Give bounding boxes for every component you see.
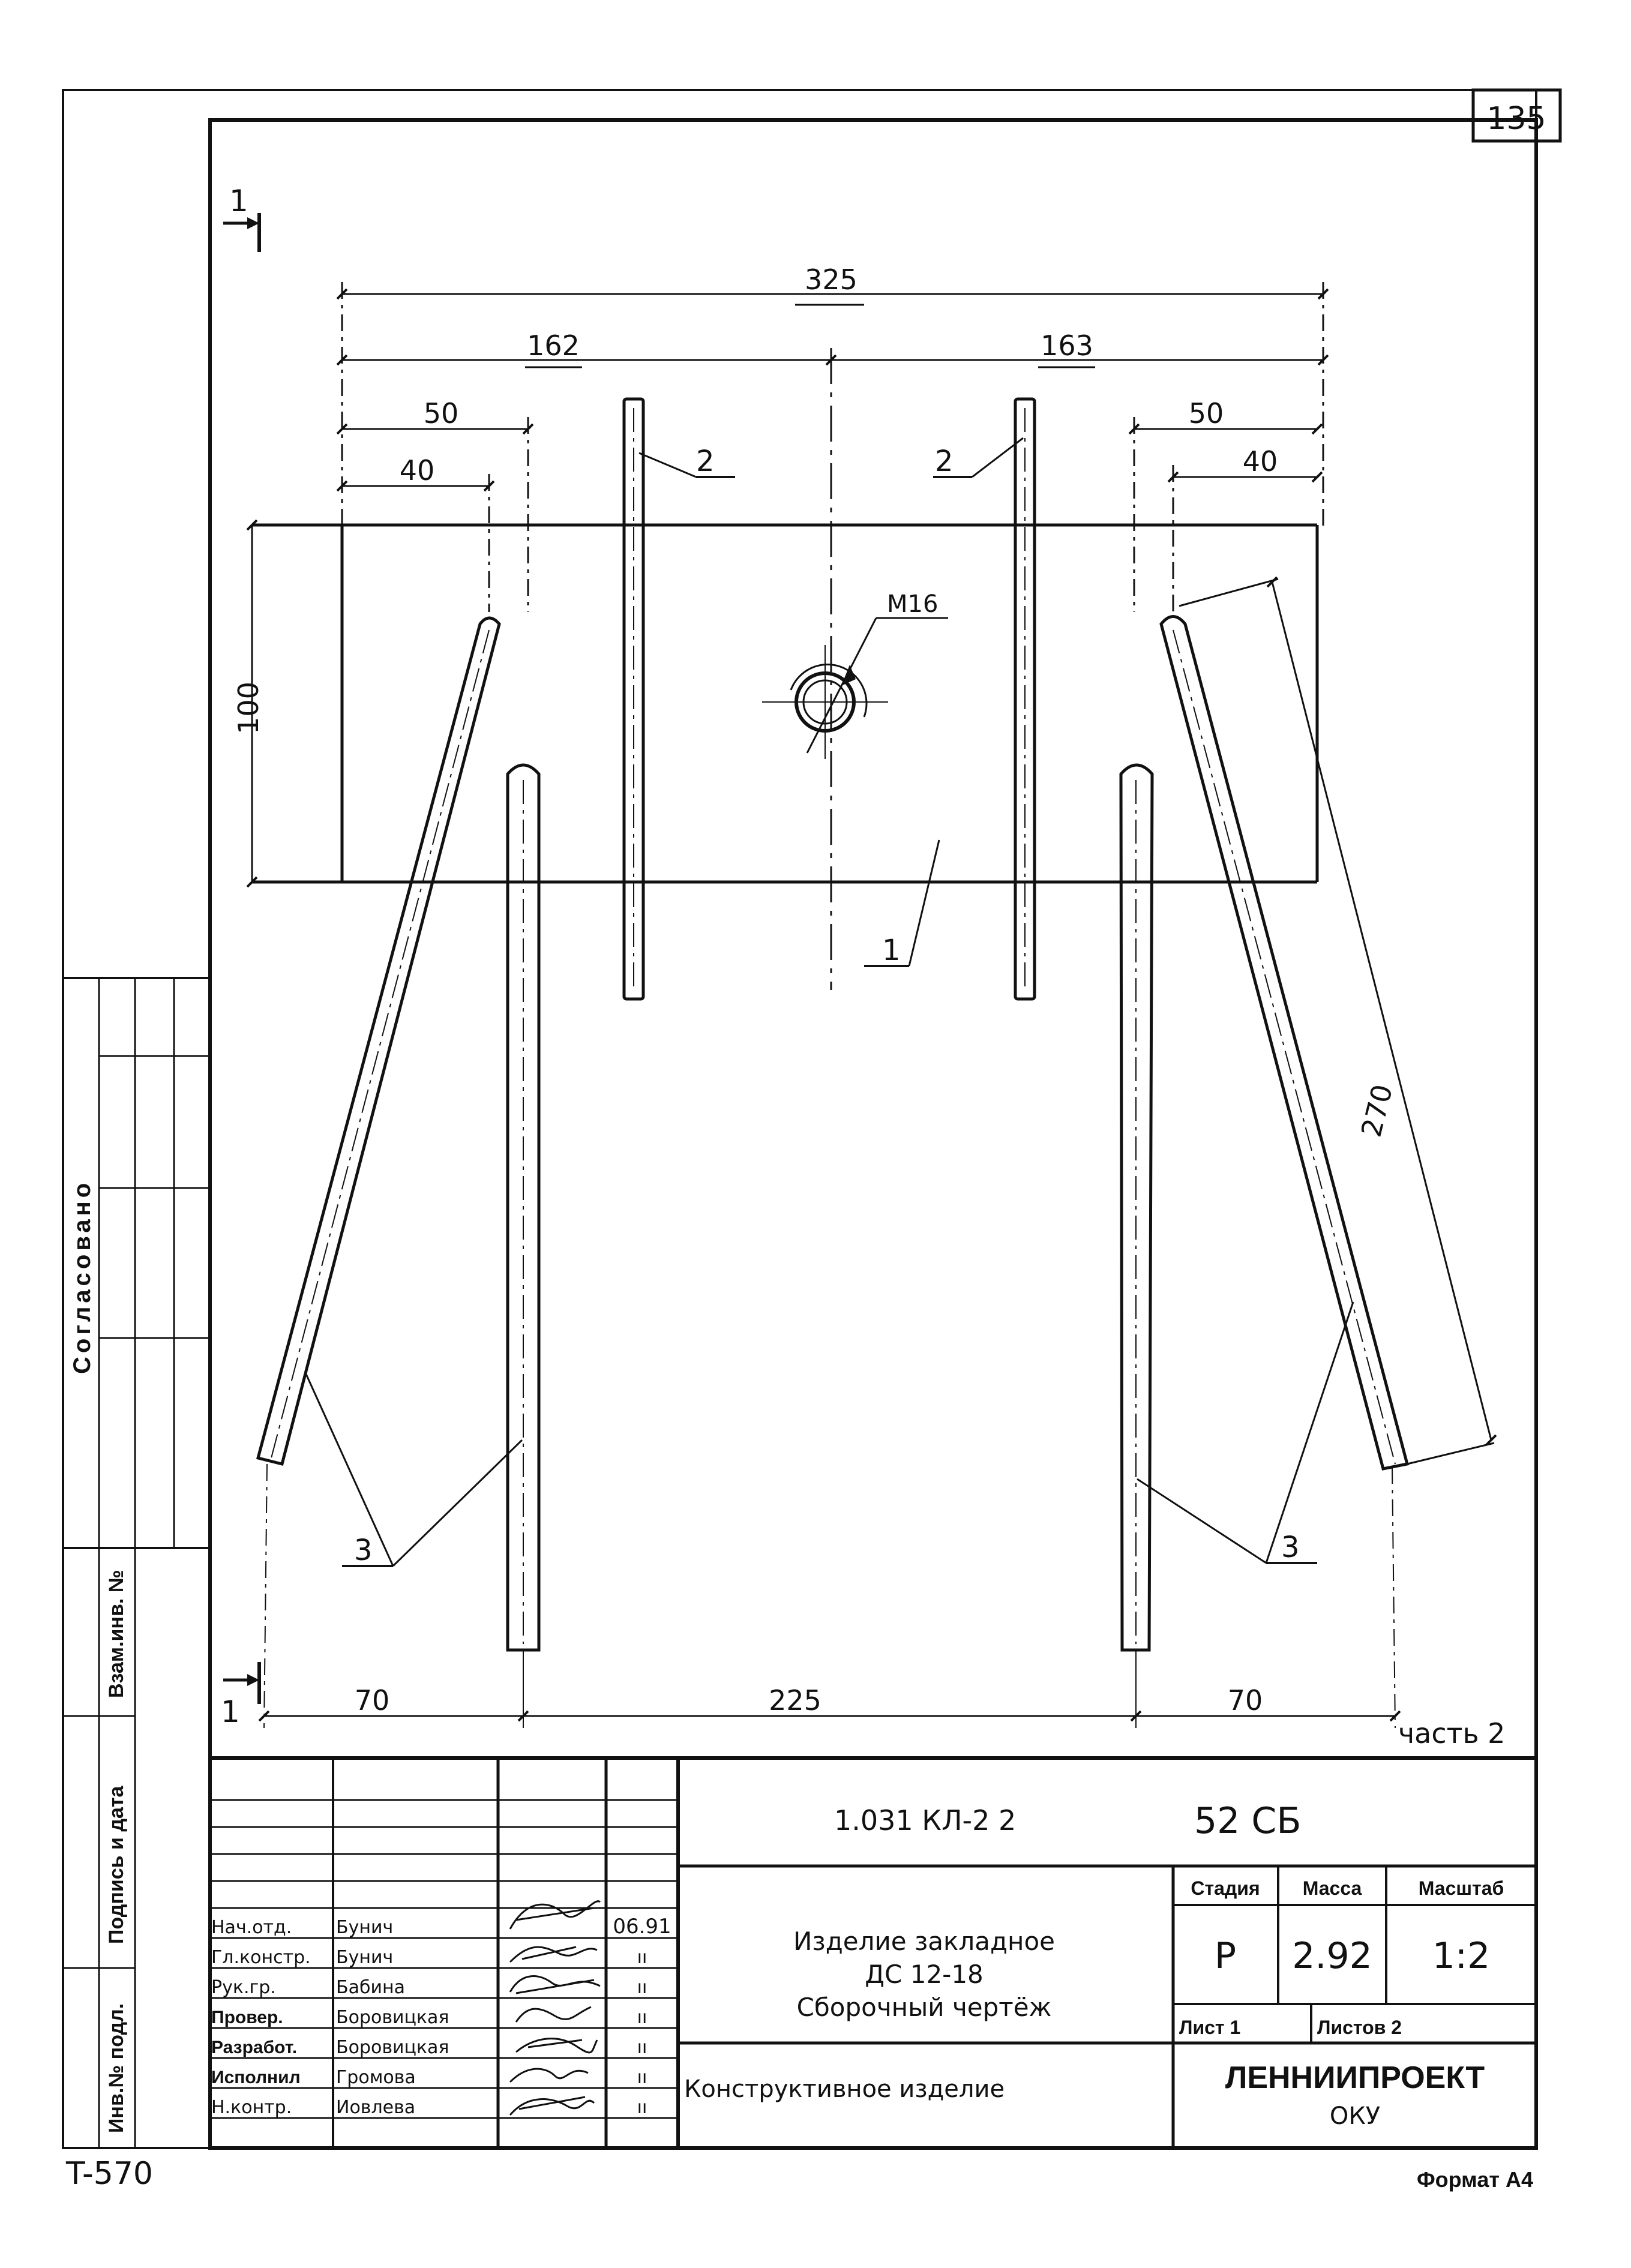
approved-label: Согласовано xyxy=(69,1179,95,1374)
title-line1: Изделие закладное xyxy=(793,1927,1056,1956)
staff-name: Бунич xyxy=(336,1917,394,1938)
dim-left-half: 162 xyxy=(527,329,580,362)
title-line2: ДС 12-18 xyxy=(865,1960,984,1989)
drawing-designation: 1.031 КЛ-2 2 xyxy=(834,1804,1017,1837)
staff-role: Гл.констр. xyxy=(211,1947,311,1968)
staff-name: Боровицкая xyxy=(336,2037,449,2058)
callout-plate-leader xyxy=(864,840,939,966)
staff-role: Исполнил xyxy=(211,2068,301,2087)
rod-left-vertical xyxy=(508,765,539,1650)
section-mark-bottom-label: 1 xyxy=(221,1694,240,1729)
drawing-designation-suffix: 52 СБ xyxy=(1194,1800,1302,1842)
anchor-bar-right xyxy=(1015,399,1035,999)
dim-bottom-right: 70 xyxy=(1227,1684,1263,1717)
signature xyxy=(510,1947,597,1962)
staff-date: 06.91 xyxy=(613,1915,671,1939)
sheets-total: Листов 2 xyxy=(1317,2017,1402,2038)
callout-rod-leaders xyxy=(306,1302,1353,1566)
title-line3: Сборочный чертёж xyxy=(796,1993,1052,2022)
replacement-inv-label: Взам.инв. № xyxy=(105,1570,128,1698)
rod-length-dimension xyxy=(1179,577,1496,1464)
sheet-frame xyxy=(63,90,1560,2148)
dim-right-offset-inner: 40 xyxy=(1242,445,1278,478)
dim-left-offset-outer: 50 xyxy=(423,397,459,430)
mass-value: 2.92 xyxy=(1292,1935,1372,1977)
callout-anchor-right: 2 xyxy=(935,445,954,478)
dim-bottom-left: 70 xyxy=(354,1684,390,1717)
staff-role: Н.контр. xyxy=(211,2097,292,2118)
signature xyxy=(510,1901,600,1929)
dim-plate-height: 100 xyxy=(232,682,265,734)
stage-value: Р xyxy=(1214,1935,1237,1977)
section-mark-top-label: 1 xyxy=(229,184,248,218)
signature xyxy=(516,2007,591,2022)
dim-overall: 325 xyxy=(805,263,858,296)
dim-bottom-middle: 225 xyxy=(769,1684,822,1717)
scale-header: Масштаб xyxy=(1418,1877,1504,1899)
staff-date: ıı xyxy=(637,2097,647,2118)
staff-role: Разработ. xyxy=(211,2038,298,2057)
original-inv-label: Инв.№ подл. xyxy=(105,2003,128,2133)
staff-role: Провер. xyxy=(211,2008,283,2027)
staff-name: Громова xyxy=(336,2067,416,2088)
dimension-underlines xyxy=(525,305,1095,367)
signature xyxy=(510,1976,600,1993)
callout-plate: 1 xyxy=(882,934,901,967)
scale-value: 1:2 xyxy=(1432,1935,1491,1977)
part-label: часть 2 xyxy=(1398,1717,1506,1750)
staff-role: Нач.отд. xyxy=(211,1917,292,1938)
staff-date: ıı xyxy=(637,2067,647,2088)
anchor-bar-left xyxy=(624,399,643,999)
staff-role: Рук.гр. xyxy=(211,1977,276,1998)
rod-right-vertical xyxy=(1121,765,1152,1650)
page-number: 135 xyxy=(1486,101,1546,137)
staff-date: ıı xyxy=(637,1977,647,1998)
dim-right-offset-outer: 50 xyxy=(1188,397,1224,430)
rod-right-inclined xyxy=(1161,617,1407,1469)
staff-name: Иовлева xyxy=(336,2097,416,2118)
signature-date-label: Подпись и дата xyxy=(105,1786,128,1944)
callout-anchor-left: 2 xyxy=(696,445,715,478)
staff-date: ıı xyxy=(637,1947,647,1968)
dim-left-offset-inner: 40 xyxy=(399,454,435,487)
staff-name: Боровицкая xyxy=(336,2007,449,2028)
thread-label: M16 xyxy=(887,590,939,618)
callout-rod-right: 3 xyxy=(1281,1531,1300,1564)
mass-header: Масса xyxy=(1302,1877,1362,1899)
stage-header: Стадия xyxy=(1191,1877,1260,1899)
signatures xyxy=(510,1901,600,2115)
callout-rod-left: 3 xyxy=(354,1534,373,1567)
staff-name: Бабина xyxy=(336,1977,405,1998)
top-dimension-ticks xyxy=(337,289,1328,491)
format-label: Формат А4 xyxy=(1416,2167,1533,2192)
dim-right-half: 163 xyxy=(1041,329,1093,362)
signature xyxy=(510,2069,588,2082)
section-mark-top xyxy=(223,213,259,252)
organization-name: ЛЕННИИПРОЕКТ xyxy=(1225,2060,1485,2095)
subtitle: Конструктивное изделие xyxy=(684,2075,1005,2103)
side-stamp xyxy=(63,978,210,2148)
rod-left-inclined xyxy=(258,618,499,1464)
catalog-code: T-570 xyxy=(66,2156,154,2192)
staff-date: ıı xyxy=(637,2007,647,2028)
staff-name: Бунич xyxy=(336,1947,394,1968)
signature xyxy=(516,2039,597,2053)
threaded-hole xyxy=(762,618,948,759)
staff-date: ıı xyxy=(637,2037,647,2058)
top-dimension-lines xyxy=(342,282,1323,990)
sheet-number: Лист 1 xyxy=(1179,2017,1241,2038)
signature xyxy=(510,2097,594,2115)
department-name: ОКУ xyxy=(1329,2102,1381,2130)
dim-rod-length: 270 xyxy=(1354,1081,1399,1141)
embedded-plate xyxy=(247,520,1317,887)
